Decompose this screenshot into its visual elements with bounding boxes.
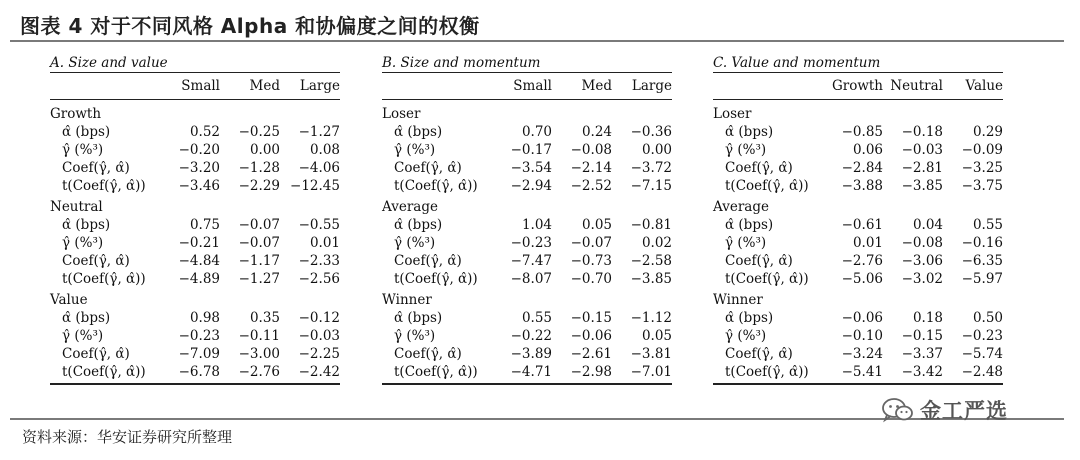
table-row	[50, 159, 340, 177]
table-cell: −0.07	[570, 235, 612, 252]
table-cell: −7.15	[630, 178, 672, 195]
table-cell: −2.76	[841, 253, 883, 270]
table-cell: 0.04	[912, 217, 943, 234]
row-label: α̂ (bps)	[725, 217, 774, 234]
table-cell: 0.01	[852, 235, 883, 252]
table-cell: −2.48	[961, 364, 1003, 381]
table-cell: −0.18	[901, 124, 943, 141]
table-cell: −4.89	[178, 271, 220, 288]
table-row	[382, 363, 672, 381]
header-row	[50, 73, 340, 99]
table-cell: −4.84	[178, 253, 220, 270]
row-label: t(Coef(γ̂, α̂))	[62, 271, 146, 288]
table-cell: −3.54	[510, 160, 552, 177]
row-label: Coef(γ̂, α̂)	[394, 160, 462, 177]
table-cell: −0.11	[238, 328, 280, 345]
table-cell: 0.01	[309, 235, 340, 252]
table-cell: −3.85	[901, 178, 943, 195]
table-cell: −0.08	[570, 142, 612, 159]
table-cell: −7.09	[178, 346, 220, 363]
data-table-body	[50, 100, 340, 381]
table-panel	[382, 54, 672, 385]
table-cell: −2.42	[298, 364, 340, 381]
table-cell: −2.25	[298, 346, 340, 363]
group-label: Winner	[382, 292, 432, 309]
table-row	[382, 123, 672, 141]
table-row	[50, 345, 340, 363]
row-label: t(Coef(γ̂, α̂))	[394, 364, 478, 381]
table-row	[382, 270, 672, 288]
table-panel	[713, 54, 1003, 385]
row-label: t(Coef(γ̂, α̂))	[725, 271, 809, 288]
table-row	[50, 123, 340, 141]
group-row	[713, 106, 1003, 123]
group-label: Winner	[713, 292, 763, 309]
table-cell: −0.23	[961, 328, 1003, 345]
wechat-icon	[882, 397, 914, 423]
table-cell: −2.81	[901, 160, 943, 177]
table-cell: −0.23	[178, 328, 220, 345]
table-cell: −3.24	[841, 346, 883, 363]
row-label: t(Coef(γ̂, α̂))	[394, 178, 478, 195]
table-row	[50, 363, 340, 381]
table-cell: −1.12	[630, 310, 672, 327]
table-row	[382, 327, 672, 345]
table-cell: −2.58	[630, 253, 672, 270]
table-cell: −0.85	[841, 124, 883, 141]
table-row	[382, 345, 672, 363]
table-cell: −7.01	[630, 364, 672, 381]
table-cell: −6.35	[961, 253, 1003, 270]
row-label: t(Coef(γ̂, α̂))	[62, 178, 146, 195]
table-row	[50, 252, 340, 270]
table-cell: −1.27	[298, 124, 340, 141]
table-row	[382, 234, 672, 252]
table-cell: −0.03	[298, 328, 340, 345]
column-header: Neutral	[890, 78, 943, 95]
group-row	[713, 292, 1003, 309]
table-cell: 0.00	[249, 142, 280, 159]
table-row	[713, 345, 1003, 363]
row-label: γ̂ (%³)	[62, 328, 104, 345]
table-cell: −2.56	[298, 271, 340, 288]
table-cell: 1.04	[521, 217, 552, 234]
table-cell: −0.81	[630, 217, 672, 234]
group-row	[382, 199, 672, 216]
table-cell: 0.08	[309, 142, 340, 159]
column-header: Med	[249, 78, 280, 95]
row-label: t(Coef(γ̂, α̂))	[725, 178, 809, 195]
table-cell: −3.85	[630, 271, 672, 288]
row-label: γ̂ (%³)	[394, 235, 436, 252]
table-cell: −6.78	[178, 364, 220, 381]
table-cell: −0.12	[298, 310, 340, 327]
row-label: t(Coef(γ̂, α̂))	[725, 364, 809, 381]
row-label: t(Coef(γ̂, α̂))	[394, 271, 478, 288]
table-cell: −0.20	[178, 142, 220, 159]
table-cell: −5.41	[841, 364, 883, 381]
table-cell: −5.97	[961, 271, 1003, 288]
table-cell: −8.07	[510, 271, 552, 288]
data-table-body	[382, 100, 672, 381]
table-cell: −2.52	[570, 178, 612, 195]
table-row	[382, 252, 672, 270]
row-label: γ̂ (%³)	[62, 142, 104, 159]
header-blank-cell	[50, 73, 160, 99]
group-label: Growth	[50, 106, 102, 123]
table-cell: 0.55	[972, 217, 1003, 234]
row-label: α̂ (bps)	[394, 124, 443, 141]
table-row	[713, 270, 1003, 288]
row-label: Coef(γ̂, α̂)	[62, 253, 130, 270]
header-row	[713, 73, 1003, 99]
table-row	[382, 216, 672, 234]
data-table	[50, 73, 340, 99]
table-cell: 0.05	[641, 328, 672, 345]
table-cell: −3.00	[238, 346, 280, 363]
table-cell: 0.52	[189, 124, 220, 141]
table-row	[713, 123, 1003, 141]
panel-title: C. Value and momentum	[713, 55, 881, 71]
table-row	[713, 177, 1003, 195]
group-label: Neutral	[50, 199, 103, 216]
table-cell: −0.09	[961, 142, 1003, 159]
table-cell: 0.35	[249, 310, 280, 327]
row-label: α̂ (bps)	[394, 310, 443, 327]
table-rule	[382, 383, 672, 384]
table-cell: −0.03	[901, 142, 943, 159]
table-cell: −3.42	[901, 364, 943, 381]
table-rule	[50, 383, 340, 384]
table-cell: 0.98	[189, 310, 220, 327]
row-label: Coef(γ̂, α̂)	[394, 346, 462, 363]
row-label: γ̂ (%³)	[725, 235, 767, 252]
row-label: Coef(γ̂, α̂)	[394, 253, 462, 270]
table-cell: 0.00	[641, 142, 672, 159]
row-label: Coef(γ̂, α̂)	[725, 160, 793, 177]
column-header: Small	[513, 78, 552, 95]
row-label: Coef(γ̂, α̂)	[725, 253, 793, 270]
group-label: Average	[713, 199, 769, 216]
brand-name: 金工严选	[920, 399, 1008, 423]
table-cell: −0.70	[570, 271, 612, 288]
figure-title: 图表 4 对于不同风格 Alpha 和协偏度之间的权衡	[20, 13, 480, 38]
table-cell: −0.06	[570, 328, 612, 345]
table-cell: −5.74	[961, 346, 1003, 363]
table-row	[382, 309, 672, 327]
row-label: γ̂ (%³)	[394, 142, 436, 159]
table-cell: −0.73	[570, 253, 612, 270]
table-cell: −0.36	[630, 124, 672, 141]
table-cell: −0.06	[841, 310, 883, 327]
table-cell: −0.15	[570, 310, 612, 327]
source-note: 资料来源：华安证券研究所整理	[22, 428, 233, 446]
group-row	[382, 106, 672, 123]
top-rule	[10, 40, 1064, 42]
table-cell: −0.23	[510, 235, 552, 252]
table-cell: 0.06	[852, 142, 883, 159]
table-row	[713, 234, 1003, 252]
table-row	[50, 141, 340, 159]
panel-title: A. Size and value	[50, 55, 168, 71]
table-row	[50, 270, 340, 288]
table-cell: −2.76	[238, 364, 280, 381]
table-cell: 0.05	[581, 217, 612, 234]
column-header: Large	[631, 78, 672, 95]
table-cell: −0.22	[510, 328, 552, 345]
table-cell: −3.06	[901, 253, 943, 270]
column-header: Med	[581, 78, 612, 95]
row-label: α̂ (bps)	[394, 217, 443, 234]
table-cell: 0.18	[912, 310, 943, 327]
table-cell: −5.06	[841, 271, 883, 288]
table-cell: −0.10	[841, 328, 883, 345]
table-cell: −2.14	[570, 160, 612, 177]
table-cell: −0.15	[901, 328, 943, 345]
row-label: Coef(γ̂, α̂)	[725, 346, 793, 363]
table-row	[713, 309, 1003, 327]
row-label: α̂ (bps)	[725, 124, 774, 141]
table-cell: −2.98	[570, 364, 612, 381]
table-row	[50, 309, 340, 327]
data-table-body	[713, 100, 1003, 381]
header-blank-cell	[382, 73, 492, 99]
table-row	[382, 159, 672, 177]
table-row	[713, 216, 1003, 234]
table-cell: −0.07	[238, 235, 280, 252]
group-row	[50, 292, 340, 309]
table-cell: −3.37	[901, 346, 943, 363]
table-row	[50, 234, 340, 252]
row-label: α̂ (bps)	[62, 310, 111, 327]
row-label: α̂ (bps)	[725, 310, 774, 327]
table-cell: −3.81	[630, 346, 672, 363]
table-cell: 0.02	[641, 235, 672, 252]
group-label: Loser	[713, 106, 752, 123]
table-cell: 0.50	[972, 310, 1003, 327]
group-label: Average	[382, 199, 438, 216]
header-row	[382, 73, 672, 99]
table-cell: −3.20	[178, 160, 220, 177]
column-header: Large	[299, 78, 340, 95]
table-cell: −2.94	[510, 178, 552, 195]
column-header: Value	[965, 78, 1003, 95]
table-cell: −0.61	[841, 217, 883, 234]
table-row	[713, 327, 1003, 345]
data-table	[382, 73, 672, 99]
table-cell: −0.55	[298, 217, 340, 234]
table-cell: −2.84	[841, 160, 883, 177]
table-cell: −3.75	[961, 178, 1003, 195]
table-cell: −4.06	[298, 160, 340, 177]
table-row	[382, 141, 672, 159]
table-rule	[713, 383, 1003, 384]
group-label: Value	[50, 292, 88, 309]
table-row	[713, 159, 1003, 177]
group-row	[713, 199, 1003, 216]
table-cell: −0.21	[178, 235, 220, 252]
figure-header	[20, 8, 480, 40]
table-cell: −0.08	[901, 235, 943, 252]
table-cell: −3.46	[178, 178, 220, 195]
table-cell: −1.27	[238, 271, 280, 288]
table-cell: −2.61	[570, 346, 612, 363]
row-label: t(Coef(γ̂, α̂))	[62, 364, 146, 381]
table-row	[713, 252, 1003, 270]
table-cell: −1.28	[238, 160, 280, 177]
column-header: Growth	[831, 78, 883, 95]
table-cell: −0.07	[238, 217, 280, 234]
panel-title: B. Size and momentum	[382, 55, 541, 71]
table-cell: −0.17	[510, 142, 552, 159]
group-row	[50, 106, 340, 123]
table-cell: −3.88	[841, 178, 883, 195]
table-cell: −3.72	[630, 160, 672, 177]
table-row	[50, 216, 340, 234]
table-row	[382, 177, 672, 195]
row-label: γ̂ (%³)	[394, 328, 436, 345]
table-cell: 0.29	[972, 124, 1003, 141]
table-cell: 0.55	[521, 310, 552, 327]
table-cell: 0.24	[581, 124, 612, 141]
row-label: γ̂ (%³)	[725, 328, 767, 345]
brand-watermark	[882, 395, 1008, 425]
row-label: α̂ (bps)	[62, 217, 111, 234]
header-blank-cell	[713, 73, 823, 99]
row-label: Coef(γ̂, α̂)	[62, 346, 130, 363]
table-cell: −3.89	[510, 346, 552, 363]
group-row	[382, 292, 672, 309]
data-table	[713, 73, 1003, 99]
table-cell: −2.33	[298, 253, 340, 270]
table-cell: −3.02	[901, 271, 943, 288]
table-cell: −0.16	[961, 235, 1003, 252]
table-cell: −2.29	[238, 178, 280, 195]
table-cell: −7.47	[510, 253, 552, 270]
table-cell: −3.25	[961, 160, 1003, 177]
group-label: Loser	[382, 106, 421, 123]
table-cell: −4.71	[510, 364, 552, 381]
table-row	[50, 177, 340, 195]
table-cell: −12.45	[290, 178, 340, 195]
table-row	[713, 141, 1003, 159]
table-row	[713, 363, 1003, 381]
table-cell: −1.17	[238, 253, 280, 270]
table-panel	[50, 54, 340, 385]
row-label: γ̂ (%³)	[62, 235, 104, 252]
group-row	[50, 199, 340, 216]
row-label: α̂ (bps)	[62, 124, 111, 141]
table-cell: −0.25	[238, 124, 280, 141]
row-label: γ̂ (%³)	[725, 142, 767, 159]
table-cell: 0.70	[521, 124, 552, 141]
row-label: Coef(γ̂, α̂)	[62, 160, 130, 177]
column-header: Small	[181, 78, 220, 95]
table-row	[50, 327, 340, 345]
table-cell: 0.75	[189, 217, 220, 234]
